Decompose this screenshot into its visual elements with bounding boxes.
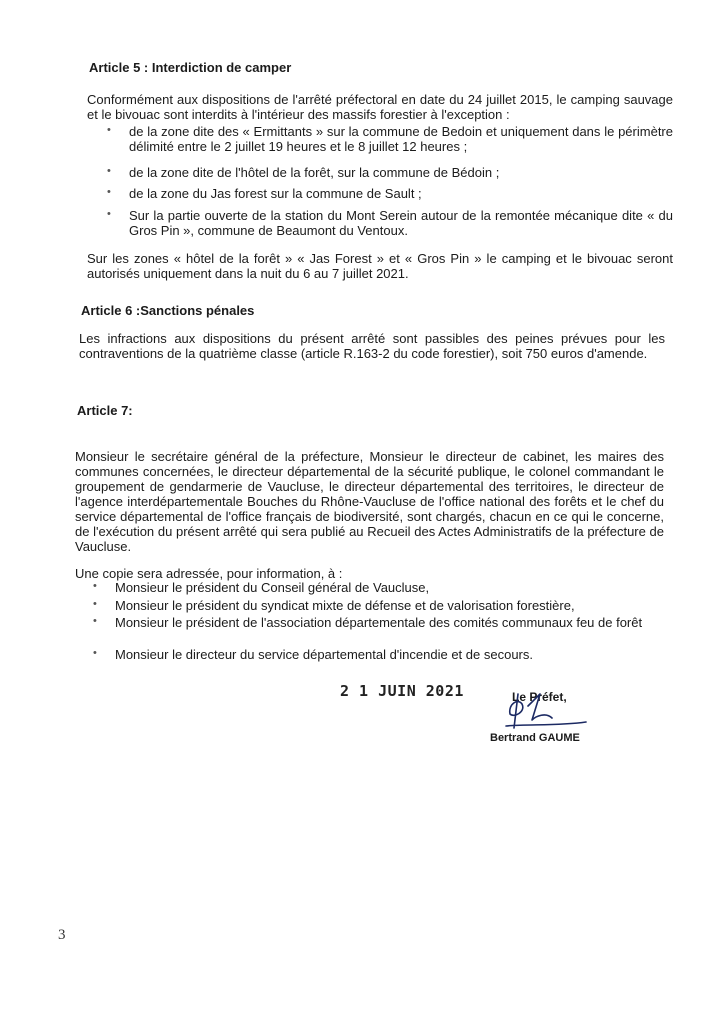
article-5-heading: Article 5 : Interdiction de camper <box>89 60 292 75</box>
bullet-marker: • <box>107 186 111 198</box>
copy-intro: Une copie sera adressée, pour information, à : <box>75 566 343 581</box>
bullet-marker: • <box>93 615 97 627</box>
article-6-heading: Article 6 :Sanctions pénales <box>81 303 255 318</box>
page-number: 3 <box>58 927 66 943</box>
bullet-marker: • <box>107 124 111 136</box>
article-7-heading: Article 7: <box>77 403 133 418</box>
signatory-title: Le Préfet, <box>512 690 567 704</box>
bullet-marker: • <box>93 598 97 610</box>
article-7-body: Monsieur le secrétaire général de la préfecture, Monsieur le directeur de cabinet, les maires des communes concernées, le directeur départemental de la sécurité publique, le colonel commandant le groupement de gendarmerie de Vaucluse, le directeur départemental des territoires, le directeur de l'agence interdépartementale Bouches du Rhône-Vaucluse de l'office national des forêts et le chef du service départemental de l'office français de biodiversité, sont chargés, chacun en ce qui le concerne, de l'exécution du présent arrêté qui sera publié au Recueil des Actes Administratifs de la préfecture de Vaucluse. <box>75 449 664 554</box>
recipient-item: Monsieur le directeur du service départemental d'incendie et de secours. <box>115 647 533 662</box>
article-5-item: Sur la partie ouverte de la station du Mont Serein autour de la remontée mécanique dite « du Gros Pin », commune de Beaumont du Ventoux. <box>129 208 673 238</box>
date-stamp: 2 1 JUIN 2021 <box>340 682 464 700</box>
signatory-name: Bertrand GAUME <box>490 732 580 744</box>
recipient-item: Monsieur le président du Conseil général de Vaucluse, <box>115 580 430 595</box>
article-6-body: Les infractions aux dispositions du présent arrêté sont passibles des peines prévues pour les contraventions de la quatrième classe (article R.163-2 du code forestier), soit 750 euros d'amende. <box>79 331 665 361</box>
article-5-intro: Conformément aux dispositions de l'arrêté préfectoral en date du 24 juillet 2015, le camping sauvage et le bivouac sont interdits à l'intérieur des massifs forestier à l'exception : <box>87 92 673 122</box>
recipient-item: Monsieur le président de l'association départementale des comités communaux feu de forêt <box>115 615 643 630</box>
article-5-item: de la zone du Jas forest sur la commune de Sault ; <box>129 186 422 201</box>
bullet-marker: • <box>93 580 97 592</box>
recipient-item: Monsieur le président du syndicat mixte de défense et de valorisation forestière, <box>115 598 575 613</box>
bullet-marker: • <box>107 208 111 220</box>
article-5-item: de la zone dite de l'hôtel de la forêt, sur la commune de Bédoin ; <box>129 165 500 180</box>
bullet-marker: • <box>107 165 111 177</box>
bullet-marker: • <box>93 647 97 659</box>
article-5-item: de la zone dite des « Ermittants » sur la commune de Bedoin et uniquement dans le périmètre délimité entre le 2 juillet 19 heures et le 8 juillet 12 heures ; <box>129 124 673 154</box>
article-5-closing: Sur les zones « hôtel de la forêt » « Jas Forest » et « Gros Pin » le camping et le bivouac seront autorisés uniquement dans la nuit du 6 au 7 juillet 2021. <box>87 251 673 281</box>
